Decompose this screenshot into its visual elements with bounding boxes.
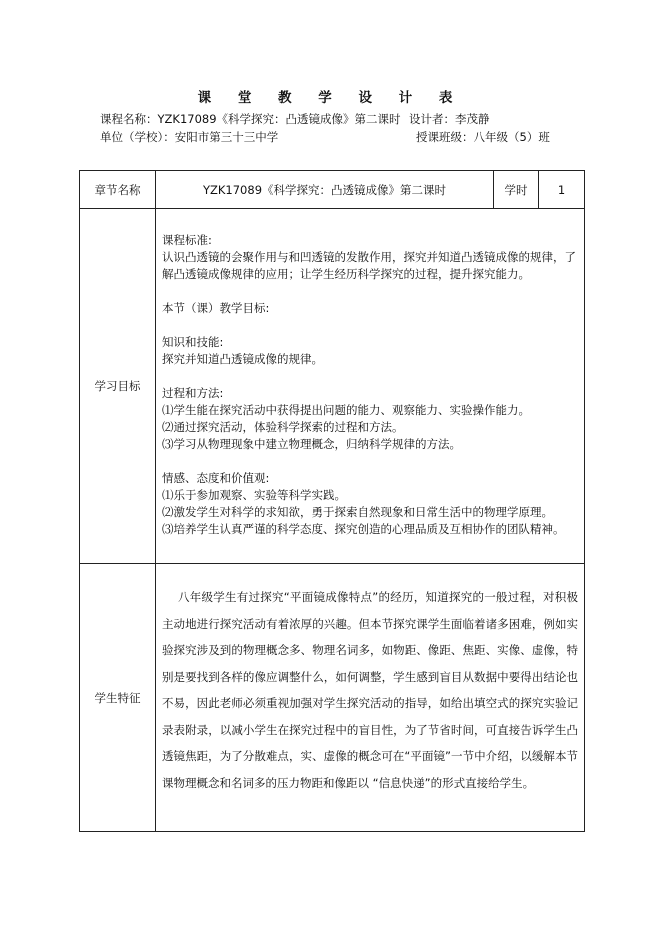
chapter-label: 章节名称: [80, 171, 156, 209]
hours-label: 学时: [494, 171, 539, 209]
unit-line: [100, 129, 278, 145]
unit-value: 安阳市第三十三中学: [174, 130, 279, 144]
goals-row: [80, 209, 585, 564]
attitude-heading: 情感、态度和价值观:: [162, 471, 270, 485]
goals-content: [156, 209, 585, 564]
knowledge-text: 探究并知道凸透镜成像的规律。: [162, 352, 323, 366]
designer-line: [409, 111, 490, 127]
process-item: ⑶学习从物理现象中建立物理概念，归纳科学规律的方法。: [162, 437, 461, 451]
course-name-line: [100, 111, 401, 127]
student-label: 学生特征: [80, 564, 156, 832]
attitude-item: ⑶培养学生认真严谨的科学态度、探究创造的心理品质及互相协作的团队精神。: [162, 522, 565, 536]
attitude-item: ⑴乐于参加观察、实验等科学实践。: [162, 488, 346, 502]
hours-value: 1: [539, 171, 585, 209]
document-title: 课 堂 教 学 设 计 表: [197, 90, 464, 106]
standard-heading: 课程标准:: [162, 233, 212, 247]
unit-label: 单位（学校）：: [100, 130, 175, 144]
process-item: ⑵通过探究活动，体验科学探索的过程和方法。: [162, 420, 404, 434]
course-name-value: YZK17089《科学探究：凸透镜成像》第二课时: [157, 112, 401, 126]
class-line: [416, 129, 550, 145]
course-name-label: 课程名称：: [100, 112, 158, 126]
lesson-design-table: [79, 170, 585, 832]
chapter-row: [80, 171, 585, 209]
process-item: ⑴学生能在探究活动中获得提出问题的能力、观察能力、实验操作能力。: [162, 403, 530, 417]
chapter-value: YZK17089《科学探究：凸透镜成像》第二课时: [156, 171, 494, 209]
process-heading: 过程和方法:: [162, 386, 224, 400]
student-row: [80, 564, 585, 832]
designer-label: 设计者：: [409, 112, 455, 126]
designer-value: 李茂静: [455, 112, 490, 126]
objectives-heading: 本节（课）教学目标:: [162, 301, 270, 315]
standard-text: 认识凸透镜的会聚作用与和凹透镜的发散作用，探究并知道凸透镜成像的规律，了解凸透镜成像规律的应用；让学生经历科学探究的过程，提升探究能力。: [162, 250, 576, 281]
knowledge-heading: 知识和技能:: [162, 335, 224, 349]
student-text: 八年级学生有过探究“平面镜成像特点”的经历，知道探究的一般过程，对积极主动地进行探究活动有着浓厚的兴趣。但本节探究课学生面临着诸多困难，例如实验探究涉及到的物理概念多、物理名词多，如物距、像距、焦距、实像、虚像，特别是要找到各样的像应调整什么，如何调整，学生感到盲目从数据中要得出结论也不易，因此老师必须重视加强对学生探究活动的指导，如给出填空式的探究实验记录表附录，以减小学生在探究过程中的盲目性，为了节省时间，可直接告诉学生凸透镜焦距，为了分散难点，实、虚像的概念可在“平面镜”一节中介绍，以缓解本节课物理概念和名词多的压力物距和像距以 “信息快递”的形式直接给学生。: [156, 564, 585, 832]
class-value: 八年级（5）班: [473, 130, 550, 144]
attitude-item: ⑵激发学生对科学的求知欲，勇于探索自然现象和日常生活中的物理学原理。: [162, 505, 553, 519]
goals-label: 学习目标: [80, 209, 156, 564]
class-label: 授课班级：: [416, 130, 474, 144]
